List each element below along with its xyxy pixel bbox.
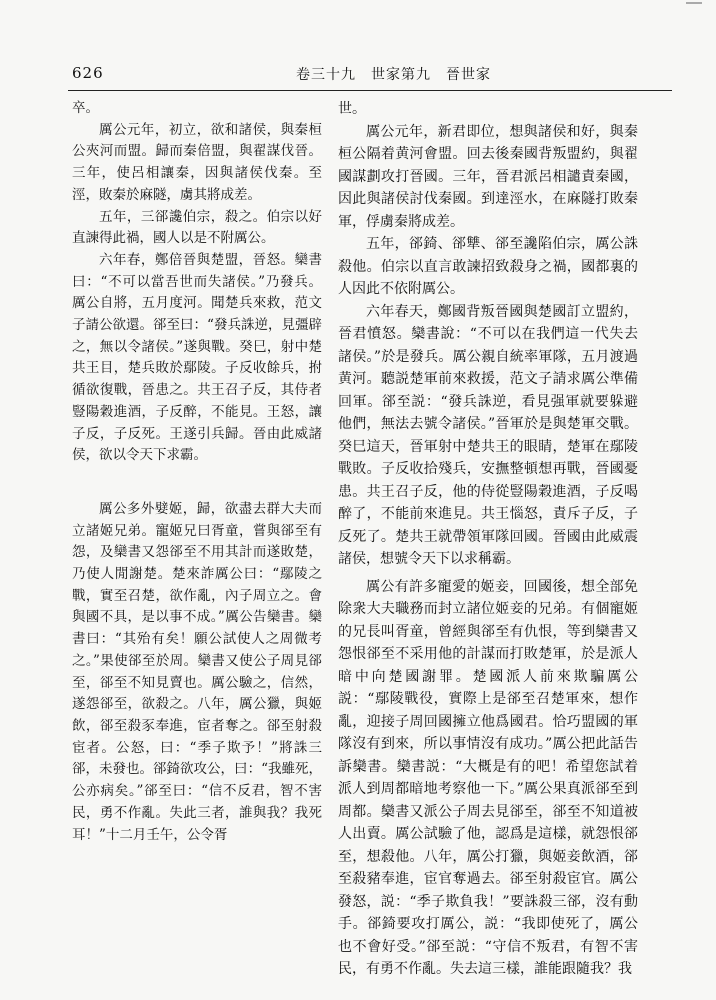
page-corner-mark (686, 2, 702, 4)
translation-column (338, 98, 638, 978)
paragraph: 五年，三郤讒伯宗，殺之。伯宗以好直諫得此禍，國人以是不附厲公。 (72, 208, 322, 247)
paragraph: 六年春天，鄭國背叛晉國與楚國訂立盟約，晉君憤怒。欒書說：“不可以在我們這一代失去諸侯。”於是發兵。厲公親自統率軍隊，五月渡過黄河。聽説楚軍前來救援，范文子請求厲公準備回軍。郤至説：“發兵誅逆，看見强軍就要躲避他們，無法去號令諸侯。”晉軍於是與楚軍交戰。癸巳這天，晉軍射中楚共王的眼睛，楚軍在鄢陵戰敗。子反收拾殘兵，安撫整頓想再戰，晉國憂患。共王召子反，他的侍從豎陽穀進酒，子反喝醉了，不能前來進見。共王惱怒，責斥子反，子反死了。楚共王就帶領軍隊回國。晉國由此威震諸侯，想號令天下以求稱霸。 (338, 303, 638, 567)
paragraph: 世。 (338, 101, 366, 117)
header-rule (68, 90, 672, 91)
running-title: 卷三十九 世家第九 晉世家 (296, 67, 491, 83)
paragraph: 厲公多外嬖姬，歸，欲盡去群大夫而立諸姬兄弟。寵姬兄曰胥童，嘗與郤至有怨，及欒書又怨郤至不用其計而遂敗楚，乃使人閒謝楚。楚來詐厲公曰：“鄢陵之戰，實至召楚，欲作亂，內子周立之。會與國不具，是以事不成。”厲公告欒書。欒書曰：“其殆有矣！願公試使人之周微考之。”果使郤至於周。欒書又使公子周見郤至，郤至不知見賣也。厲公驗之，信然，遂怨郤至，欲殺之。八年，厲公獵，與姬飲，郤至殺豕奉進，宦者奪之。郤至射殺宦者。公怒，曰：“季子欺予！”將誅三郤，未發也。郤錡欲攻公，曰：“我雖死，公亦病矣。”郤至曰：“信不反君，智不害民，勇不作亂。失此三者，誰與我？我死耳！”十二月壬午，公令胥 (72, 500, 322, 843)
paragraph: 厲公元年，初立，欲和諸侯，與秦桓公夾河而盟。歸而秦倍盟，與翟謀伐晉。三年，使呂相讓秦，因與諸侯伐秦。至涇，敗秦於麻隧，虜其將成差。 (72, 121, 322, 203)
page-number: 626 (72, 64, 104, 82)
classical-text-column (72, 98, 322, 978)
paragraph: 五年，郤錡、郤犨、郤至讒陷伯宗，厲公誅殺他。伯宗以直言敢諫招致殺身之禍，國都裏的人因此不依附厲公。 (338, 236, 638, 297)
paragraph: 卒。 (72, 100, 99, 116)
paragraph: 厲公有許多寵愛的姬妾，回國後，想全部免除衆大夫職務而封立諸位姬妾的兄弟。有個寵姬的兄長叫胥童，曾經與郤至有仇恨，等到欒書又怨恨郤至不采用他的計謀而打敗楚軍，於是派人暗中向楚國謝罪。楚國派人前來欺騙厲公説：“鄢陵戰役，實際上是郤至召楚軍來，想作亂，迎接子周回國擁立他爲國君。恰巧盟國的軍隊沒有到來，所以事情沒有成功。”厲公把此話告訴欒書。欒書説：“大概是有的吧！希望您試着派人到周都暗地考察他一下。”厲公果真派郤至到周都。欒書又派公子周去見郤至，郤至不知道被人出賣。厲公試驗了他，認爲是這樣，就怨恨郤至，想殺他。八年，厲公打獵，與姬妾飲酒，郤至殺豬奉進，宦官奪過去。郤至射殺宦官。厲公發怒，説：“季子欺負我！”要誅殺三郤，沒有動手。郤錡要攻打厲公，説：“我即使死了，厲公也不會好受。”郤至説：“守信不叛君，有智不害民，有勇不作亂。失去這三樣，誰能跟隨我？我 (338, 578, 638, 977)
paragraph: 六年春，鄭倍晉與楚盟，晉怒。欒書曰：“不可以當吾世而失諸侯。”乃發兵。厲公自將，五月度河。聞楚兵來救，范文子請公欲還。郤至曰：“發兵誅逆，見彊辟之，無以令諸侯。”遂與戰。癸巳，射中楚共王目，楚兵敗於鄢陵。子反收餘兵，拊循欲復戰，晉患之。共王召子反，其侍者豎陽穀進酒，子反醉，不能見。王怒，讓子反，子反死。王遂引兵歸。晉由此威諸侯，欲以令天下求霸。 (72, 251, 322, 464)
paragraph: 厲公元年，新君即位，想與諸侯和好，與秦桓公隔着黄河會盟。回去後秦國背叛盟約，與翟國謀劃攻打晉國。三年，晉君派呂相譴責秦國，因此與諸侯討伐秦國。到達涇水，在麻隧打敗秦軍，俘虜秦將成差。 (338, 123, 638, 230)
